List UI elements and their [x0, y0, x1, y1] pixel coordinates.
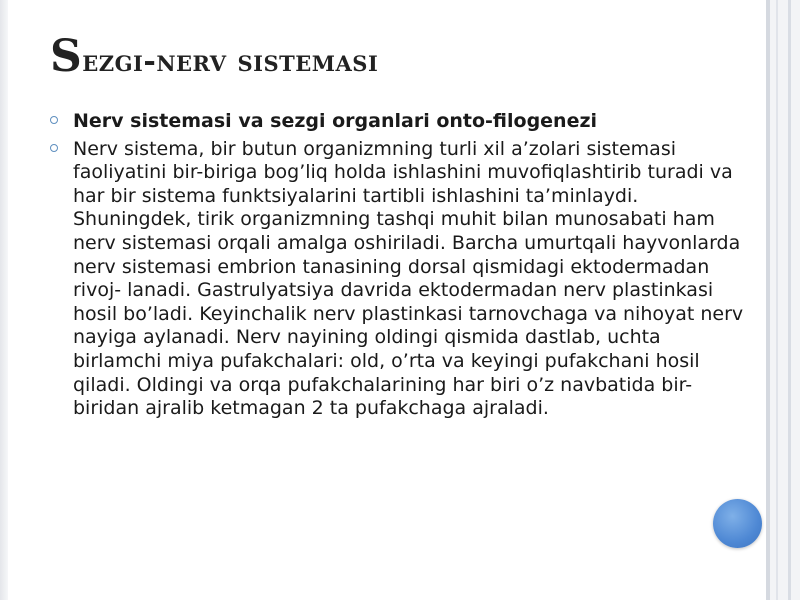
bullet-body-text: Nerv sistema, bir butun organizmning turli xil a’zolari sistemasi faoliyatini bir-biriga bog’liq holda ishlashini muvofiqlashtirib turadi va har bir sistema funktsiyalarini tartibli ishlashini ta’minlaydi. Shuningdek, tirik organizmning tashqi muhit bilan munosabati ham nerv sistemasi orqali amalga oshiriladi. Barcha umurtqali hayvonlarda nerv sistemasi embrion tanasining dorsal qismidagi ektodermadan rivoj- lanadi. Gastrulyatsiya davrida ektodermadan nerv plastinkasi hosil bo’ladi. Keyinchalik nerv plastinkasi tarnovchaga va nihoyat nerv nayiga aylanadi. Nerv nayining oldingi qismida dastlab, uchta birlamchi miya pufakchalari: old, o’rta va keyingi pufakchani hosil qiladi. Oldingi va orqa pufakchalarining har biri o’z navbatida bir-biridan ajralib ketmagan 2 ta pufakchaga ajraladi.	[73, 137, 744, 420]
rail-stripe	[788, 0, 791, 600]
slide-title	[50, 31, 750, 85]
slide-title-rest: ezgi-nerv sistemasi	[82, 44, 379, 79]
hollow-circle-bullet-icon	[50, 144, 58, 152]
slide-left-edge	[0, 0, 8, 600]
rail-stripe	[776, 0, 778, 600]
bullet-item	[50, 110, 750, 134]
blue-circle-nav-icon[interactable]	[713, 499, 762, 548]
decorative-right-rail	[766, 0, 800, 600]
bullet-heading-text: Nerv sistemasi va sezgi organlari onto-filogenezi	[73, 110, 598, 132]
bullet-item	[50, 138, 750, 421]
bullet-list	[50, 110, 750, 425]
rail-stripe	[766, 0, 770, 600]
hollow-circle-bullet-icon	[50, 116, 58, 124]
slide-title-initial: S	[50, 31, 83, 82]
